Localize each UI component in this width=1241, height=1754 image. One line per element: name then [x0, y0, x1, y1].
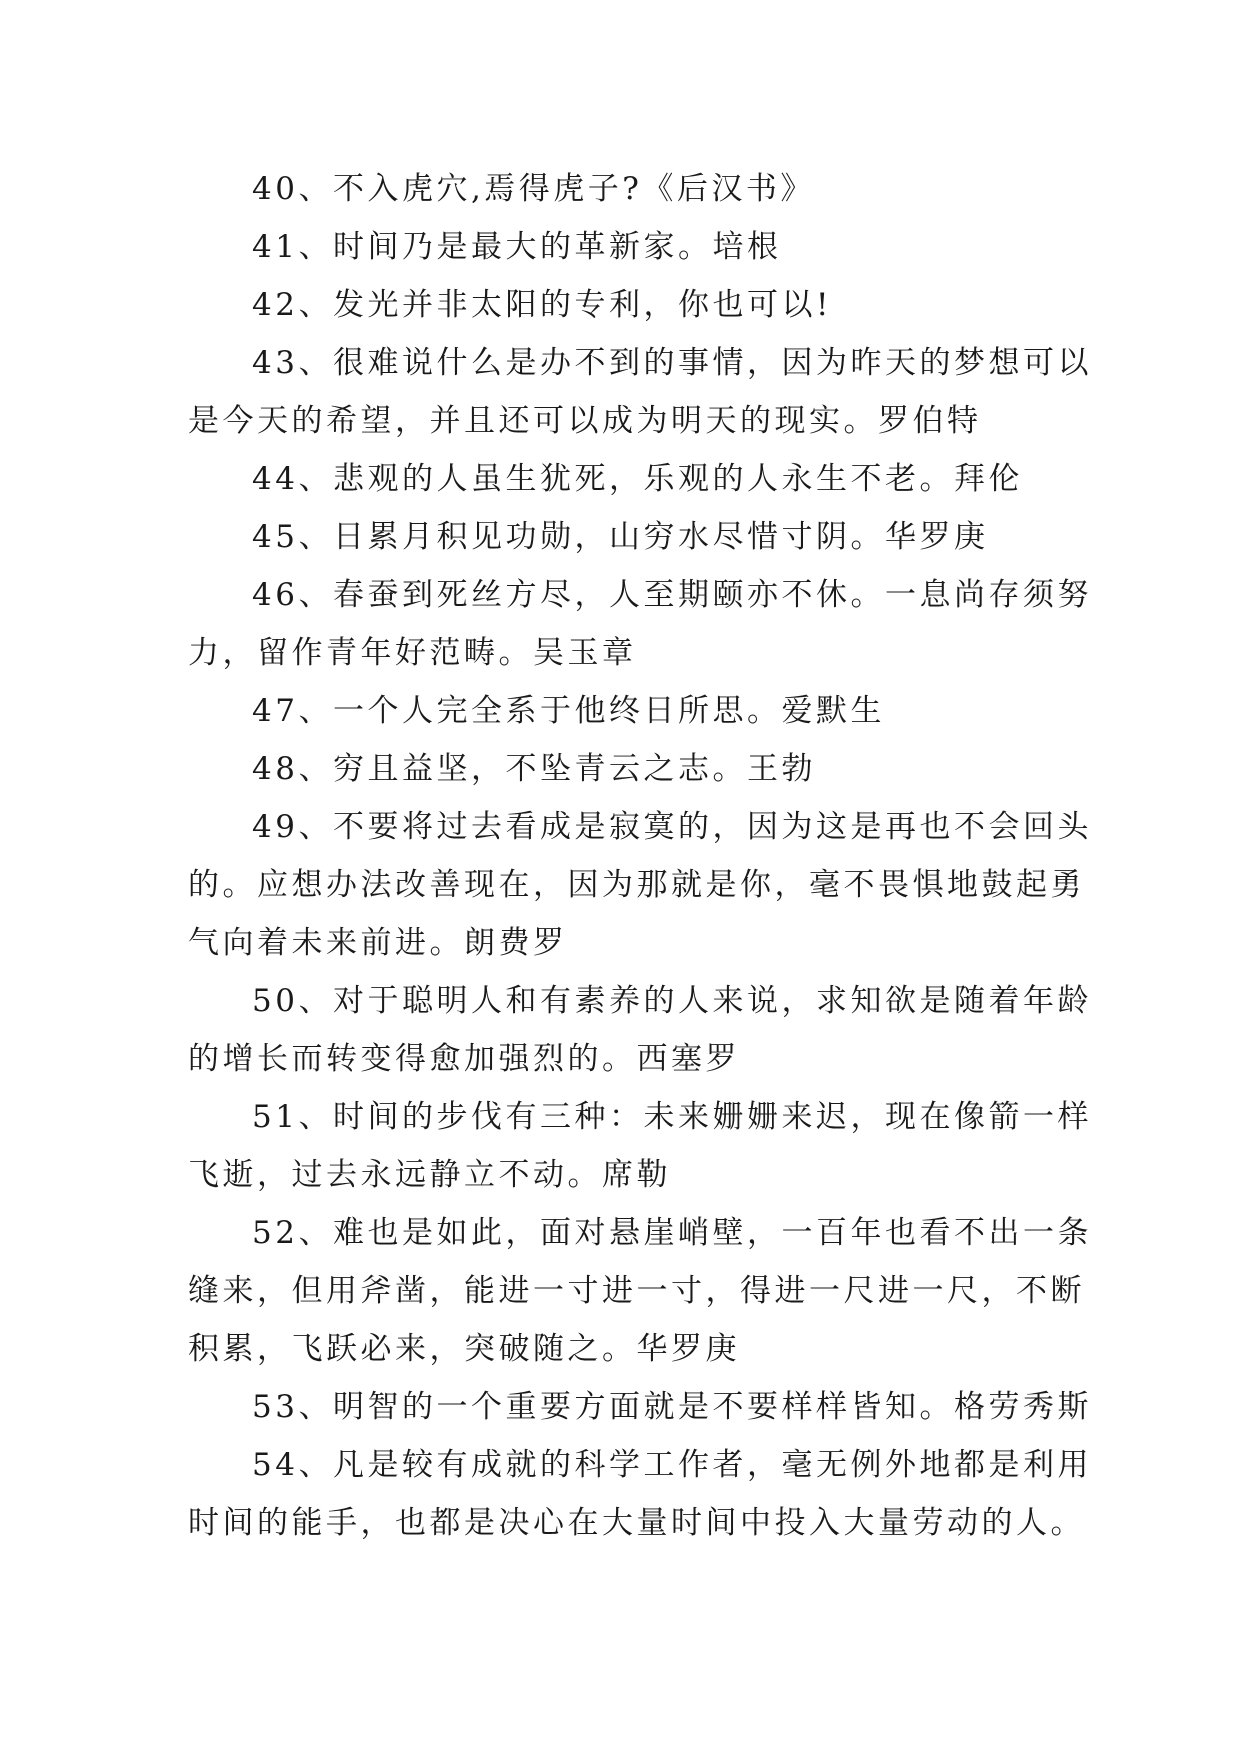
text-line: 45、日累月积见功勋，山穷水尽惜寸阴。华罗庚: [252, 519, 989, 555]
text-line: 48、穷且益坚，不坠青云之志。王勃: [252, 751, 816, 787]
text-line: 50、对于聪明人和有素养的人来说，求知欲是随着年龄: [252, 983, 1092, 1019]
text-line: 54、凡是较有成就的科学工作者，毫无例外地都是利用: [252, 1447, 1092, 1483]
text-line: 47、一个人完全系于他终日所思。爱默生: [252, 693, 885, 729]
text-line: 气向着未来前进。朗费罗: [188, 925, 568, 961]
document-page: [188, 160, 1092, 1552]
text-line: 52、难也是如此，面对悬崖峭壁，一百年也看不出一条: [252, 1215, 1092, 1251]
text-line: 49、不要将过去看成是寂寞的，因为这是再也不会回头: [252, 809, 1092, 845]
text-line: 44、悲观的人虽生犹死，乐观的人永生不老。拜伦: [252, 461, 1023, 497]
text-line: 的。应想办法改善现在，因为那就是你，毫不畏惧地鼓起勇: [188, 867, 1085, 903]
text-line: 缝来，但用斧凿，能进一寸进一寸，得进一尺进一尺，不断: [188, 1273, 1085, 1309]
text-line: 43、很难说什么是办不到的事情，因为昨天的梦想可以: [252, 345, 1092, 381]
text-line: 飞逝，过去永远静立不动。席勒: [188, 1157, 671, 1193]
text-line: 41、时间乃是最大的革新家。培根: [252, 229, 782, 265]
text-line: 46、春蚕到死丝方尽，人至期颐亦不休。一息尚存须努: [252, 577, 1092, 613]
text-line: 力，留作青年好范畴。吴玉章: [188, 635, 637, 671]
text-line: 53、明智的一个重要方面就是不要样样皆知。格劳秀斯: [252, 1389, 1092, 1425]
text-line: 40、不入虎穴,焉得虎子?《后汉书》: [252, 171, 815, 207]
text-line: 积累，飞跃必来，突破随之。华罗庚: [188, 1331, 740, 1367]
text-line: 42、发光并非太阳的专利，你也可以!: [252, 287, 832, 323]
text-line: 是今天的希望，并且还可以成为明天的现实。罗伯特: [188, 403, 982, 439]
text-line: 的增长而转变得愈加强烈的。西塞罗: [188, 1041, 740, 1077]
text-line: 时间的能手，也都是决心在大量时间中投入大量劳动的人。: [188, 1505, 1085, 1541]
text-line: 51、时间的步伐有三种：未来姗姗来迟，现在像箭一样: [252, 1099, 1092, 1135]
